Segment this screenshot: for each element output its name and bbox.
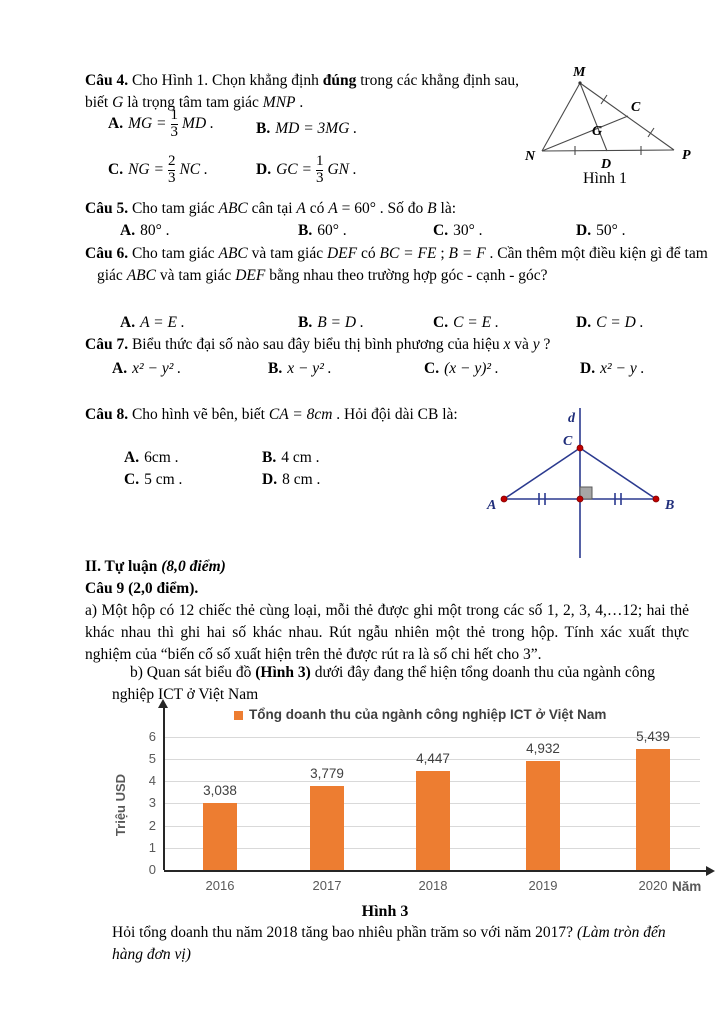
label-G: G — [592, 124, 603, 139]
bar — [416, 771, 450, 870]
option-4A: A. MG = $\frac{1}{3}$ MD . — [108, 107, 214, 140]
label-P: P — [682, 148, 691, 163]
bar — [636, 749, 670, 870]
y-tick-label: 2 — [148, 817, 156, 833]
y-axis — [163, 708, 165, 870]
point-C-dot — [577, 445, 583, 451]
option-8C: C. 5 cm . — [124, 471, 183, 488]
y-tick-label: 0 — [148, 862, 156, 877]
bar-value-label: 3,038 — [203, 782, 237, 798]
vertex-M-dot — [578, 81, 581, 84]
bar-value-label: 4,447 — [416, 751, 450, 767]
chart-legend — [234, 704, 606, 726]
y-tick-label: 4 — [148, 773, 156, 789]
option-6C: C. C = E . — [433, 314, 499, 331]
question-9-part-a: a) Một hộp có 12 chiếc thẻ cùng loại, mỗi thẻ được ghi một trong các số 1, 2, 3, 4,…12; hai thẻ khác nhau thì ghi hai số khác nhau. Rút ngẫu nhiên một thẻ trong hộp. Tính xác xuất thực nghiệm của “biến cố số xuất hiện trên thẻ được rút ra là số chi hết cho 3”. — [85, 602, 689, 663]
option-5C: C. 30° . — [433, 222, 483, 239]
x-axis-title: Năm — [672, 879, 702, 894]
x-axis-arrow-icon — [706, 866, 715, 876]
question-6-text: Câu 6. Cho tam giác ABC và tam giác DEF có BC = FE ; B = F . Cần thêm một điều kiện gì để tam giác ABC và tam giác DEF bằng nhau theo trường hợp góc - cạnh - góc? — [85, 245, 708, 284]
y-axis-title: Triệu USD — [113, 773, 128, 837]
question-4-number: Câu 4. — [85, 72, 129, 89]
option-7C: C. (x − y)² . — [424, 360, 499, 377]
figure-1-caption: Hình 1 — [583, 170, 627, 187]
bar-value-label: 4,932 — [526, 740, 560, 756]
bar-value-label: 5,439 — [636, 729, 670, 745]
option-5D: D. 50° . — [576, 222, 626, 239]
label-C: C — [563, 434, 573, 449]
option-8A: A. 6cm . — [124, 449, 179, 466]
question-7-text: Câu 7. Biểu thức đại số nào sau đây biểu thị bình phương của hiệu x và y ? — [85, 336, 551, 353]
question-8-text: Câu 8. Cho hình vẽ bên, biết CA = 8cm . Hỏi đội dài CB là: — [85, 406, 458, 423]
label-C: C — [631, 100, 641, 115]
gridline — [164, 737, 700, 738]
question-9-part-b: b) Quan sát biểu đồ (Hình 3) dưới đây đang thể hiện tổng doanh thu của ngành công nghiệp ICT ở Việt Nam — [112, 664, 655, 703]
label-D: D — [601, 157, 612, 171]
label-M: M — [573, 65, 586, 80]
point-A-dot — [501, 496, 507, 502]
y-tick-label: 6 — [148, 728, 156, 744]
legend-label: Tổng doanh thu của ngành công nghiệp ICT ở Việt Nam — [249, 707, 607, 722]
y-axis-arrow-icon — [158, 699, 168, 708]
option-5B: B. 60° . — [298, 222, 347, 239]
option-4B: B. MD = 3MG . — [256, 120, 358, 137]
y-tick-label: 3 — [148, 795, 156, 811]
closing-question: Hỏi tổng doanh thu năm 2018 tăng bao nhiêu phần trăm so với năm 2017? (Làm tròn đến hàng đơn vị) — [112, 924, 666, 963]
question-4-text: Câu 4. Cho Hình 1. Chọn khẳng định đúng trong các khẳng định sau, biết G là trọng tâm tam giác MNP . — [85, 72, 520, 111]
label-A: A — [487, 498, 497, 513]
point-B-dot — [653, 496, 659, 502]
option-7A: A. x² − y² . — [112, 360, 182, 377]
option-7B: B. x − y² . — [268, 360, 332, 377]
section-2-heading: II. Tự luận (8,0 điểm) — [85, 558, 226, 575]
x-category-label: 2017 — [312, 878, 342, 893]
x-category-label: 2018 — [418, 878, 448, 893]
figure-1-triangle-MNP — [505, 56, 705, 171]
y-tick-label: 1 — [148, 839, 156, 855]
option-4D: D. GC = $\frac{1}{3}$ GN . — [256, 153, 357, 186]
option-8D: D. 8 cm . — [262, 471, 321, 488]
label-B: B — [665, 498, 675, 513]
figure-8-perpendicular-bisector — [468, 396, 698, 564]
bar-value-label: 3,779 — [310, 766, 344, 782]
midpoint-dot — [577, 496, 583, 502]
option-8B: B. 4 cm . — [262, 449, 320, 466]
figure-3-caption: Hình 3 — [361, 903, 409, 920]
question-5-number: Câu 5. — [85, 200, 129, 217]
option-7D: D. x² − y . — [580, 360, 645, 377]
fraction: $\frac{2}{3}$ — [167, 153, 176, 186]
y-tick-label: 5 — [148, 751, 156, 766]
question-7-number: Câu 7. — [85, 336, 129, 353]
x-category-label: 2016 — [205, 878, 235, 893]
label-N: N — [525, 149, 536, 164]
question-5-text: Câu 5. Cho tam giác ABC cân tại A có A = 60° . Số đo B là: — [85, 200, 457, 217]
bar — [526, 761, 560, 870]
option-6B: B. B = D . — [298, 314, 364, 331]
legend-swatch — [234, 711, 243, 720]
question-6-number: Câu 6. — [85, 245, 129, 262]
fraction: $\frac{1}{3}$ — [170, 107, 179, 140]
question-8-number: Câu 8. — [85, 406, 129, 423]
option-5A: A. 80° . — [120, 222, 170, 239]
label-d: d — [568, 411, 575, 426]
ict-revenue-bar-chart — [100, 700, 722, 905]
x-category-label: 2019 — [528, 878, 558, 893]
bar — [310, 786, 344, 870]
fraction: $\frac{1}{3}$ — [315, 153, 324, 186]
question-9-title: Câu 9 (2,0 điểm). — [85, 580, 199, 597]
bar — [203, 803, 237, 870]
option-4C: C. NG = $\frac{2}{3}$ NC . — [108, 153, 208, 186]
option-6A: A. A = E . — [120, 314, 185, 331]
x-axis — [164, 870, 706, 872]
option-6D: D. C = D . — [576, 314, 644, 331]
x-category-label: 2020 — [638, 878, 668, 893]
